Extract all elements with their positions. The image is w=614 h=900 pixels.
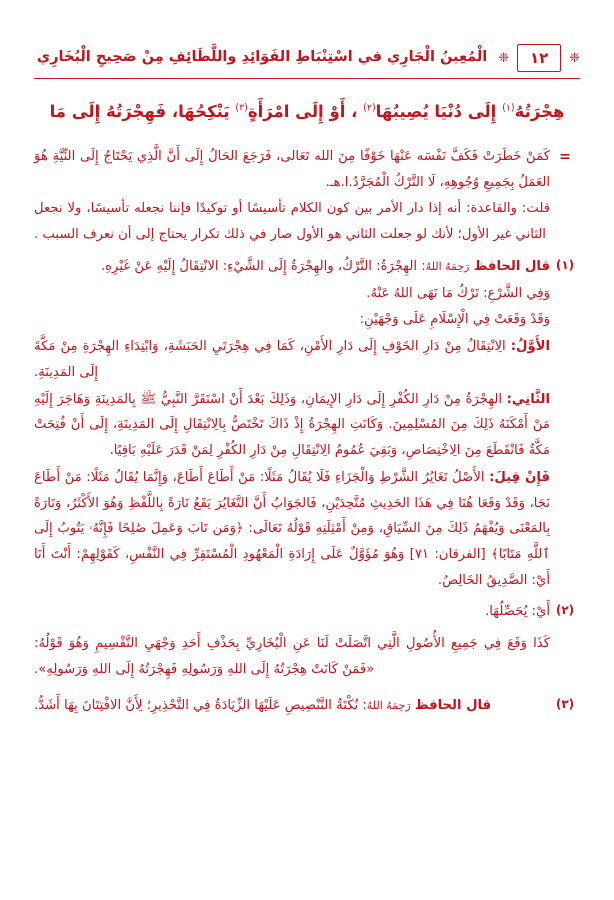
honorific: رَحِمَهُ اللهُ [366, 698, 411, 712]
paragraph [34, 144, 580, 195]
paragraph-body: الِانْتِقَالُ مِنْ دَارِ الخَوْفِ إِلَى دَارِ الأَمْنِ، كَمَا فِي هِجْرَتَيِ الحَبَشَةِ، وَابْتِدَاءِ الهِجْرَةِ مِنْ مَكَّةَ إِلَى المَدِينَةِ. [34, 339, 511, 380]
paragraph [34, 254, 580, 280]
footnote-marker-1: (١) [555, 257, 575, 272]
paragraph-body: : نُكْتَةُ التَّنْصِيصِ عَلَيْهَا الزِّيَادَةُ فِي التَّحْذِيرِ؛ لِأَنَّ الافْتِتَانَ بِهَا أَشَدُّ. [34, 697, 367, 713]
paragraph-text [34, 387, 550, 464]
page-number: ١٢ [517, 44, 561, 72]
paragraph-text: كَذَا وَقَعَ فِي جَمِيعِ الأُصُولِ الَّتِي اتَّصَلَتْ لَنَا عَنِ الْبُخَارِيِّ بِحَذْفِ أَحَدِ وَجْهَيِ التَّقْسِيمِ وَهُوَ قَوْلُهُ: «فَمَنْ كَانَتْ هِجْرَتُهُ إِلَى اللهِ وَرَسُولِهِ فَهِجْرَتُهُ إِلَى اللهِ وَرَسُولِهِ». [34, 636, 550, 677]
hafiz-label: قال الحافظ [473, 258, 550, 274]
footnote-ref-3: (٣) [235, 102, 248, 114]
paragraph-text: وَفِي الشَّرْعِ: تَرْكُ مَا نَهَى اللهُ عَنْهُ. [366, 285, 550, 301]
paragraph-body: : الهِجْرَةُ: التَّرْكُ، والهِجْرَةُ إِلَى الشَّيْءِ: الانْتِقَالُ إِلَيْهِ عَنْ غَيْرِهِ. [100, 258, 426, 274]
hadith-segment-2: إِلَى دُنْيَا يُصِيبُهَا [375, 102, 503, 121]
paragraph [34, 334, 580, 385]
page-header [34, 44, 580, 72]
paragraph-text [34, 465, 550, 594]
paragraph-text: قلت: والقاعدة: أنه إذا دار الأمر بين كون الكلام تأسيسًا أو توكيدًا فإننا نجعله تأسيسًا، ولا نجعل الثاني غير الأول؛ لأنك لو جعلت الثاني هو الأول صار في ذلك تكرار يحتاج إلى أن نعرف السبب . [34, 201, 550, 243]
paragraph-text [34, 334, 550, 385]
book-title: الْمُعِينُ الْجَارِي في اسْتِنْبَاطِ الفَوَائِدِ واللَّطَائِفِ مِنْ صَحِيحِ الْبُخَارِي [36, 49, 488, 65]
section-label-question: فَإِنْ قِيلَ: [489, 469, 550, 485]
commentary-body [34, 144, 580, 718]
paragraph-text [34, 254, 550, 280]
footnote-ref-1: (١) [502, 102, 515, 114]
honorific: رَحِمَهُ اللهُ [425, 259, 470, 273]
paragraph-text: كَمَنْ خَطَرَتْ فَكَفَّ نَفْسَه عَنْهَا خَوْفًا مِنَ الله تَعَالى، فَرَجَعَ الحَالُ إِلَى أَنَّ الَّذِي يَحْتَاجُ إِلَى النِّيَّةِ هُوَ العَمَلُ بِجَمِيعِ وُجُوهِهِ، لَا التَّرْكُ الْمُجَرَّدُ.ا.هـ. [34, 149, 550, 190]
paragraph [34, 465, 580, 594]
section-label-first: الأَوَّلُ: [510, 339, 550, 355]
hadith-segment-3: ، أَوْ إِلَى امْرَأَةٍ [247, 102, 364, 121]
paragraph [34, 599, 580, 625]
paragraph-marker: = [559, 149, 571, 165]
paragraph [34, 631, 580, 682]
paragraph-text [34, 693, 550, 719]
footnote-marker-2: (٢) [555, 603, 575, 618]
footnote-marker-3: (٣) [555, 696, 575, 711]
paragraph [34, 387, 580, 464]
hadith-segment-4: يَنْكِحُهَا، فَهِجْرَتُهُ إِلَى مَا [49, 102, 236, 121]
paragraph-text: وَقَدْ وَقَعَتْ فِي الْإِسْلَامِ عَلَى وَجْهَيْنِ: [359, 312, 550, 328]
hadith-segment-1: هِجْرَتُهُ [514, 102, 565, 121]
ornament-left-icon: ❈ [498, 50, 510, 66]
paragraph [34, 307, 580, 333]
paragraph [34, 196, 580, 247]
hafiz-label: قال الحافظ [414, 697, 492, 713]
paragraph-text: أَيْ: يُحَصِّلُهَا. [485, 604, 550, 620]
footnote-ref-2: (٢) [363, 102, 376, 114]
ornament-right-icon: ❈ [569, 50, 580, 66]
paragraph-body: الهِجْرَةُ مِنْ دَارِ الكُفْرِ إِلَى دَارِ الإِيمَانِ، وَذَلِكَ بَعْدَ أَنْ اسْتَقَرَّ النَّبِيُّ ﷺ بِالمَدِينَةِ وَهَاجَرَ إِلَيْهِ مَنْ أَمْكَنَهُ ذَلِكَ مِنَ المُسْلِمِينَ. وَكَانَتِ الهِجْرَةُ إِذْ ذَاكَ تَخْتَصُّ بِالِانْتِقَالِ إِلَى المَدِينَةِ، إِلَى أَنْ فُتِحَتْ مَكَّةُ فَانْقَطَعَ مِنَ الِاخْتِصَاصِ، وَبَقِيَ عُمُومُ الِانْتِقَالِ مِنْ دَارِ الكُفْرِ لِمَنْ قَدَرَ عَلَيْهِ بَاقِيًا. [34, 391, 550, 459]
hadith-text [34, 95, 580, 128]
paragraph [34, 281, 580, 307]
section-label-second: الثَّانِي: [506, 391, 550, 407]
header-divider [34, 78, 580, 79]
paragraph [34, 693, 580, 719]
paragraph-body: الأَصْلُ تَغَايُرُ الشَّرْطِ وَالْجَزَاءِ فَلَا يُقَالُ مَثَلًا: مَنْ أَطَاعَ أَطَاعَ، وَإِنَّمَا يُقَالُ مَثَلًا: مَنْ أَطَاعَ نَجَا، وَقَدْ وَقَعَا هُنَا فِي هَذَا الحَدِيثِ مُتَّحِدَيْنِ، فَالجَوَابُ أَنَّ التَّغَايُرَ يَقَعُ تَارَةً بِاللَّفْظِ وَهُوَ الأَكْثَرُ، وَتَارَةً بِالمَعْنَى وَيُفْهَمُ ذَلِكَ مِنَ السِّيَاقِ، وَمِنْ أَمْثِلَتِهِ قَوْلُهُ تَعَالَى: ﴿وَمَن تَابَ وَعَمِلَ صَٰلِحًا فَإِنَّهُۥ يَتُوبُ إِلَى ٱللَّهِ مَتَابًا﴾ [الفرقان: ٧١] وَهُوَ مُؤَوَّلٌ عَلَى إِرَادَةِ الْمَعْهُودِ الْمُسْتَقِرِّ فِي النَّفْسِ، كَقَوْلِهِمْ: أَنْتَ أَنَا أَيْ: الصَّدِيقُ الخَالِصُ. [34, 469, 550, 588]
